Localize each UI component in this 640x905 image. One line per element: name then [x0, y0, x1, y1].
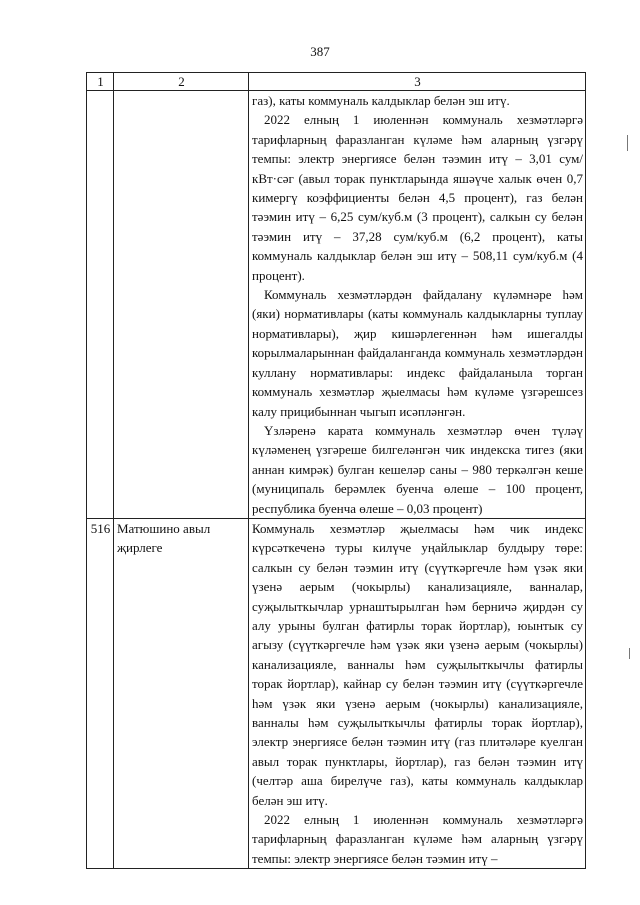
margin-mark [629, 648, 630, 659]
paragraph: Коммуналь хезмәтләрдән файдалану күләмнәре һәм (яки) нормативлары (каты коммуналь калдыкларны туплау нормативлары), җир кишәрлегеннән һәм ишегалды корылмаларыннан файдаланганда коммуналь хезмәтләрдән куллану нормативлары: индекс файдаланыла торган коммуналь хезмәтләр җыелмасы һәм күләме үзгәрешсез калу прицибыннан чыгып исәпләнгән. [252, 287, 583, 419]
row-number-cell [87, 91, 114, 519]
paragraph: Коммуналь хезмәтләр җыелмасы һәм чик индекс күрсәткеченә туры килүче уңайлыклар булдыру төре: салкын су белән тәэмин итү (сүүткәргечле һәм үзәк яки үзенә аерым (чокырлы) канализацияле, ванналар, суҗылыткычлар урнаштырылган һәм берничә җирдән су алу урыны булган фатирлы торак йортлар), юынтык су агызу (сүүткәргечле һәм үзәк яки үзенә аерым (чокырлы) канализацияле, ванналы һәм суҗылыткычлы фатирлы торак йортлар), кайнар су белән тәэмин итү (сүүткәргечле һәм үзәк яки үзенә аерым (чокырлы) канализацияле, ванналы һәм суҗылыткычлы фатирлы торак йортлар), электр энергиясе белән тәэмин итү (газ плитәләре куелган авыл торак пунктлары, йортлар), газ белән тәэмин итү (челтәр аша бирелүче газ), каты коммуналь калдыклар белән эш итү. [252, 520, 583, 808]
settlement-name-cell: Матюшино авыл җирлеге [114, 518, 249, 868]
paragraph: газ), каты коммуналь калдыклар белән эш итү. [252, 93, 510, 108]
page-number: 387 [310, 44, 330, 59]
table-row [87, 91, 586, 519]
document-table [86, 72, 586, 869]
column-header-1: 1 [87, 73, 114, 91]
settlement-name-cell [114, 91, 249, 519]
paragraph: 2022 елның 1 июленнән коммуналь хезмәтләргә тарифларның фаразланган күләме һәм аларның үзгәрү темпы: электр энергиясе белән тәэмин итү – 3,01 сум/кВт·сәг (авыл торак пунктларында яшәүче халык өчен 0,7 кимергү коэффициенты белән 4,5 процент), газ белән тәэмин итү – 6,25 сум/куб.м (3 процент), салкын су белән тәэмин итү – 37,28 сум/куб.м (6,2 процент), каты коммуналь калдыклар белән эш итү – 508,11 сум/куб.м (4 процент). [252, 112, 583, 283]
table-row [87, 518, 586, 868]
description-cell [249, 91, 586, 519]
margin-mark [627, 135, 628, 151]
column-header-2: 2 [114, 73, 249, 91]
paragraph: 2022 елның 1 июленнән коммуналь хезмәтләргә тарифларның фаразланган күләме һәм аларның үзгәрү темпы: электр энергиясе белән тәэмин итү – [252, 812, 583, 866]
column-header-3: 3 [249, 73, 586, 91]
description-cell [249, 518, 586, 868]
table-header-row [87, 73, 586, 91]
paragraph: Үзләренә карата коммуналь хезмәтләр өчен түләү күләменең үзгәреше билгеләнгән чик индекска тигез (яки аннан кимрәк) булган кешеләр саны – 980 теркәлгән кеше (муниципаль берәмлек буенча өлеше – 100 процент, республика буенча өлеше – 0,03 процент) [252, 422, 583, 516]
row-number-cell: 516 [87, 518, 114, 868]
